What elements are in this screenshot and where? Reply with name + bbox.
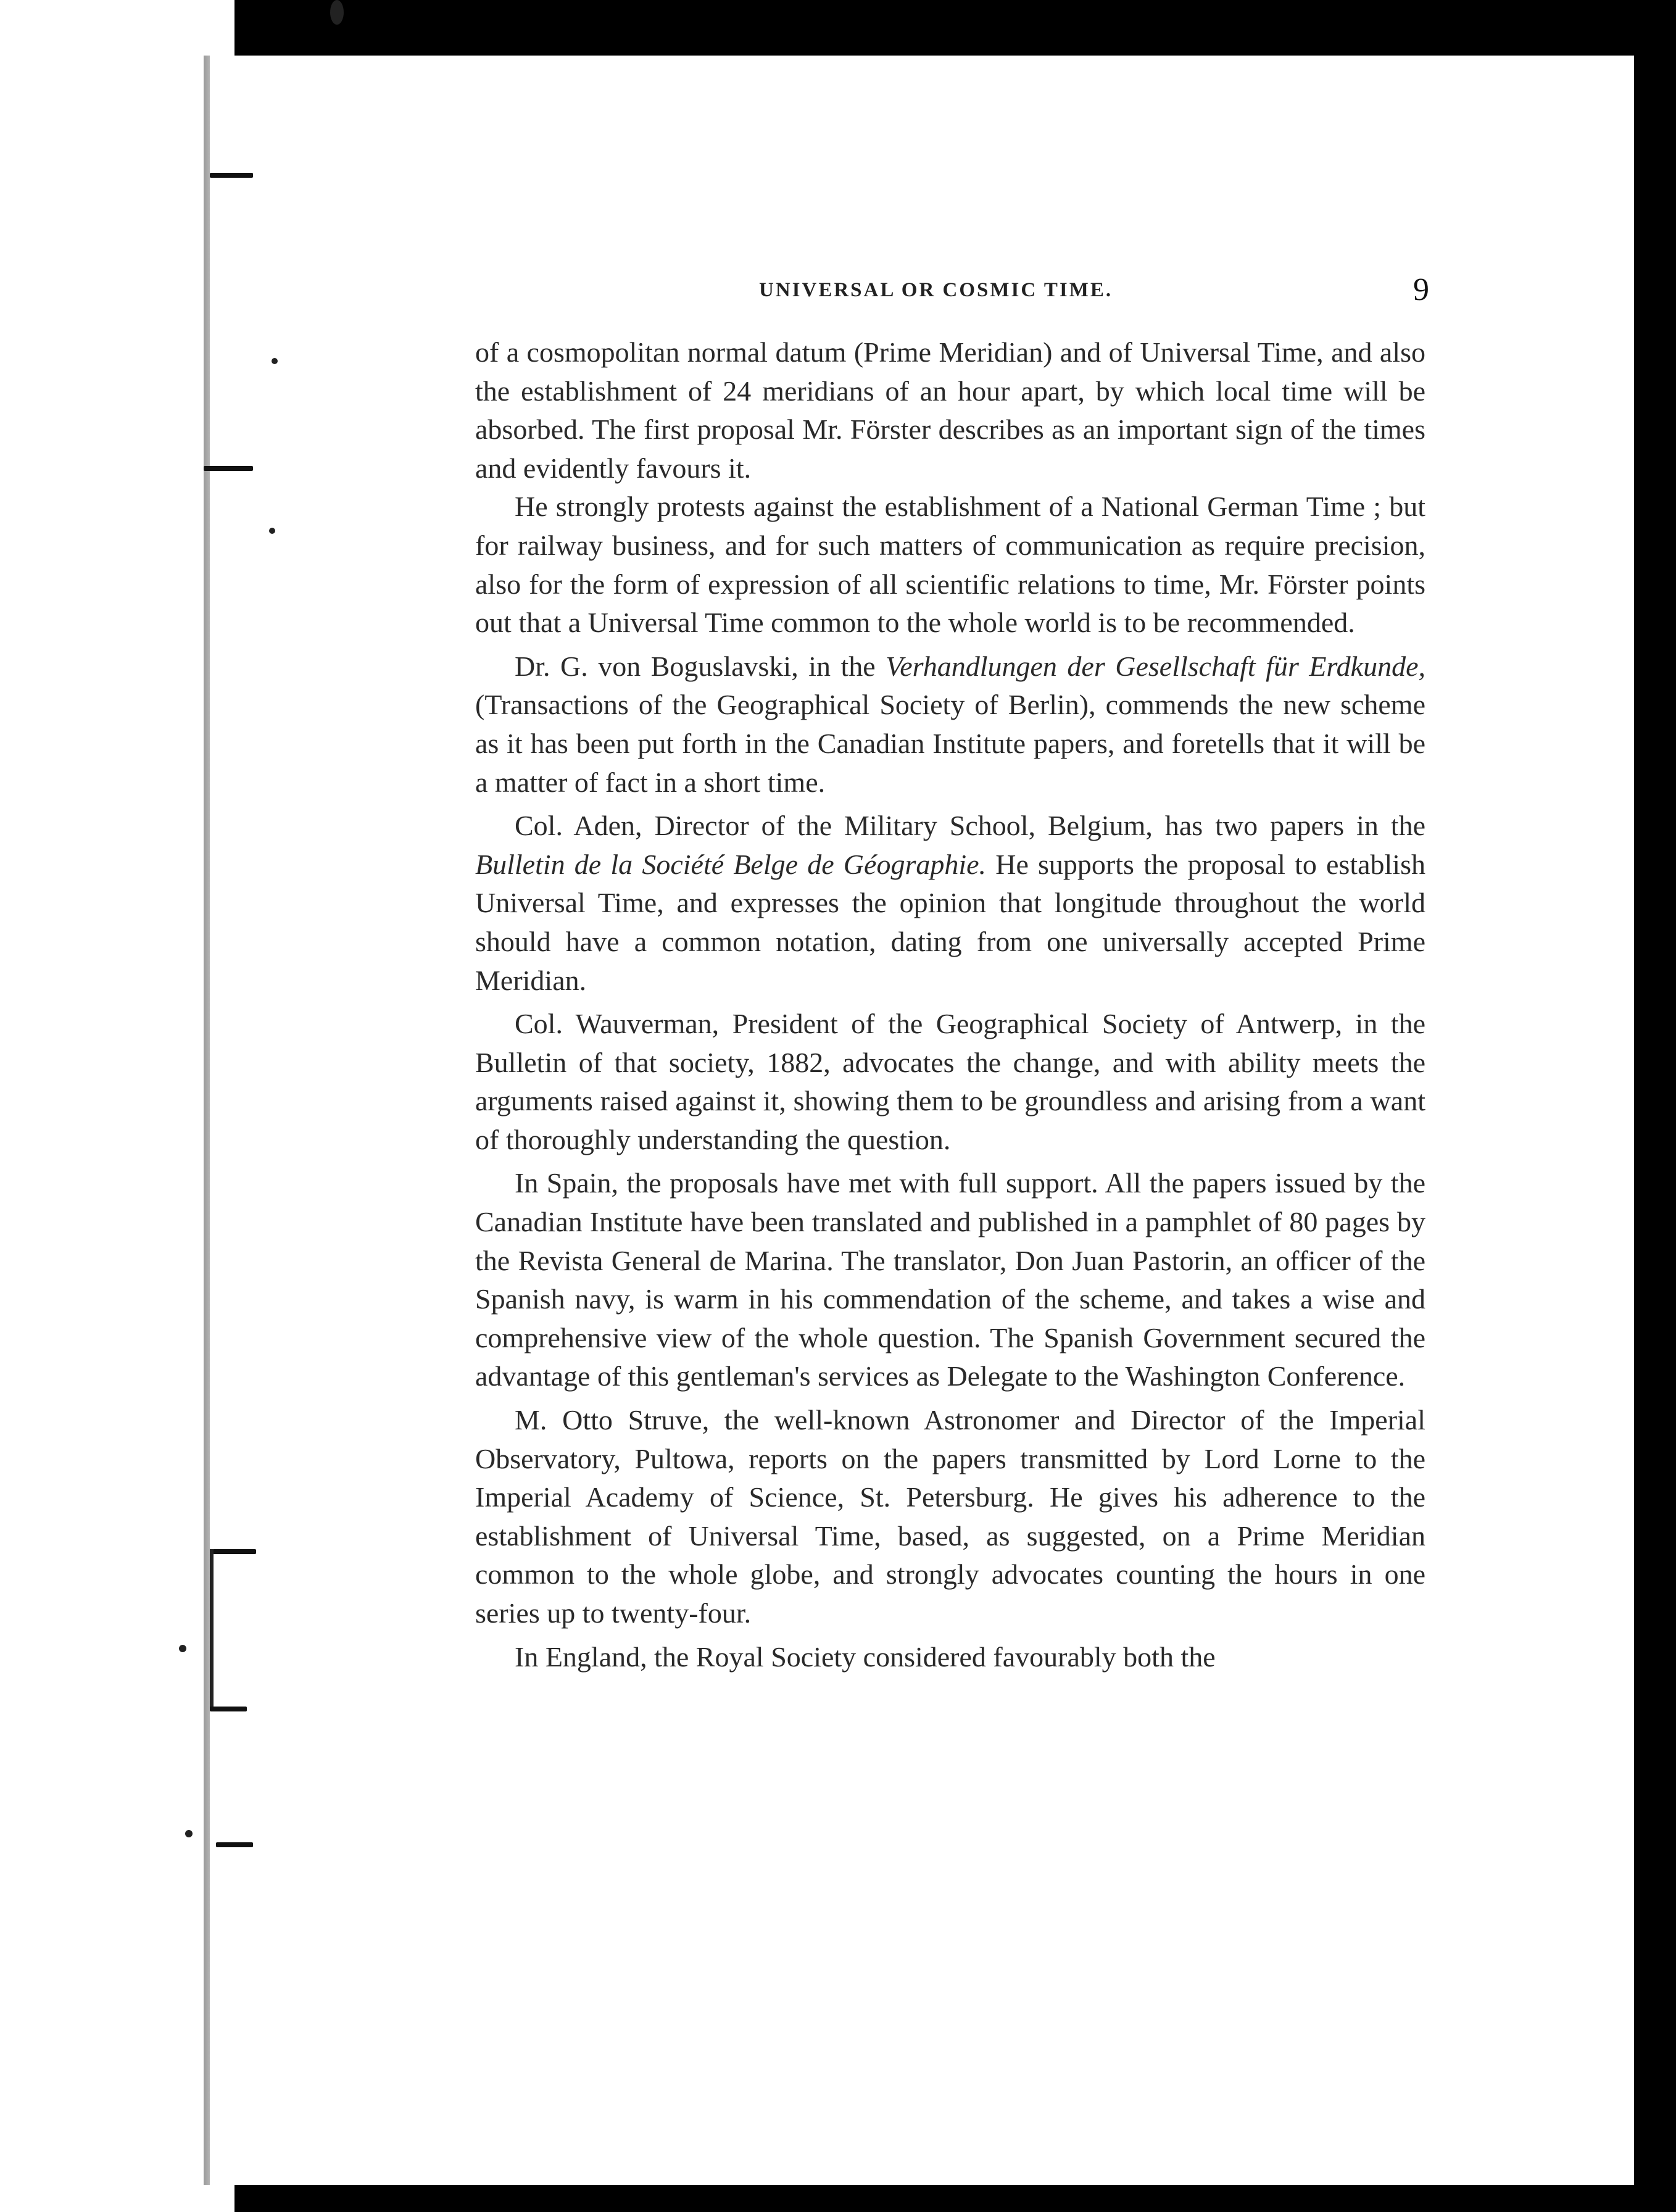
binding-bar [210, 1549, 214, 1710]
binding-mark [213, 1549, 256, 1554]
ink-speck [330, 0, 344, 25]
page-number: 9 [1413, 272, 1429, 307]
paragraph [475, 647, 1425, 802]
ink-speck [185, 1830, 193, 1837]
paragraph: of a cosmopolitan normal datum (Prime Meridian) and of Universal Time, and also the establishment of 24 meridians of an hour apart, by which local time will be absorbed. The first proposal Mr. Förster describes as an important sign of the times and evidently favours it. [475, 336, 1425, 484]
paragraph-text: He supports the proposal to establish Universal Time, and expresses the opinion that longitude throughout the world should have a common notation, dating from one universally accepted Prime Meridian. [475, 848, 1425, 996]
paragraph: In Spain, the proposals have met with full support. All the papers issued by the Canadian Institute have been translated and published in a pamphlet of 80 pages by the Revista General de Marina. The translator, Don Juan Pastorin, an officer of the Spanish navy, is warm in his commendation of the scheme, and takes a wise and comprehensive view of the whole question. The Spanish Government secured the advantage of this gentleman's services as Delegate to the Washington Conference. [475, 1167, 1425, 1392]
paragraph-text: Col. Aden, Director of the Military School, Belgium, has two papers in the [515, 810, 1425, 842]
body-text [475, 333, 1425, 1676]
paragraph [475, 807, 1425, 1000]
paragraph-text: (Transactions of the Geographical Society of Berlin), commends the new scheme as it has been put forth in the Canadian Institute papers, and foretells that it will be a matter of fact in a short time. [475, 689, 1425, 798]
scan-border-right [1634, 56, 1676, 2212]
binding-mark [210, 173, 253, 178]
paragraph-text: Dr. G. von Boguslavski, in the [515, 650, 886, 682]
paragraph: In England, the Royal Society considered favourably both the [515, 1640, 1216, 1673]
ink-speck [179, 1645, 186, 1652]
binding-mark [210, 1707, 247, 1711]
paragraph: Col. Wauverman, President of the Geographical Society of Antwerp, in the Bulletin of that society, 1882, advocates the change, and with ability meets the arguments raised against it, showing them to be groundless and arising from a want of thoroughly understanding the question. [475, 1008, 1425, 1155]
journal-title: Verhandlungen der Gesellschaft für Erdkunde, [886, 650, 1425, 682]
ink-speck [272, 358, 278, 364]
paragraph: He strongly protests against the establishment of a National German Time ; but for railway business, and for such matters of communication as require precision, also for the form of expression of all scientific relations to time, Mr. Förster points out that a Universal Time common to the whole world is to be recommended. [475, 491, 1425, 639]
binding-mark [216, 1842, 253, 1847]
running-head: UNIVERSAL OR COSMIC TIME. [759, 279, 1113, 301]
binding-mark [204, 466, 253, 471]
left-margin-gutter [0, 0, 234, 2212]
paragraph: M. Otto Struve, the well-known Astronomer and Director of the Imperial Observatory, Pultowa, reports on the papers transmitted by Lord Lorne to the Imperial Academy of Science, St. Petersburg. He gives his adherence to the establishment of Universal Time, based, as suggested, on a Prime Meridian common to the whole globe, and strongly advocates counting the hours in one series up to twenty-four. [475, 1404, 1425, 1629]
journal-title: Bulletin de la Société Belge de Géographie. [475, 848, 987, 880]
ink-speck [269, 528, 275, 534]
